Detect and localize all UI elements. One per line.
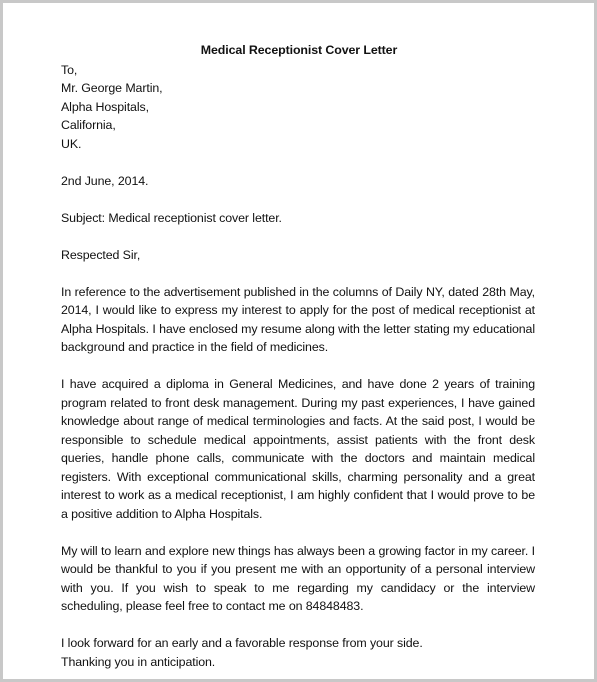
- address-line: Mr. George Martin,: [61, 81, 163, 95]
- closing-line: I look forward for an early and a favorable response from your side.: [61, 636, 423, 650]
- body-paragraph: In reference to the advertisement published in the columns of Daily NY, dated 28th May, 2014, I would like to express my interest to apply for the post of medical receptionist at Alpha Hospitals. I have enclosed my resume along with the letter stating my educational background and practice in the field of medicines.: [61, 284, 535, 354]
- salutation: Respected Sir,: [61, 247, 141, 262]
- address-line: To,: [61, 62, 78, 77]
- spacer: [61, 357, 535, 376]
- spacer: [61, 153, 535, 172]
- spacer: [61, 616, 535, 635]
- body-paragraph: I have acquired a diploma in General Medicines, and have done 2 years of training program related to front desk management. During my past experiences, I have gained knowledge about range of medical terminologies and facts. At the said post, I would be responsible to schedule medical appointments, assist patients with the front desk queries, handle phone calls, communicate with the doctors and maintain medical registers. With exceptional communicational skills, charming personality and a great interest to work as a medical receptionist, I am highly confident that I would prove to be a positive addition to Alpha Hospitals.: [61, 377, 535, 521]
- letter-date: 2nd June, 2014.: [61, 173, 149, 188]
- spacer: [61, 227, 535, 246]
- spacer: [61, 264, 535, 283]
- address-line: Alpha Hospitals,: [61, 99, 149, 114]
- address-line: California,: [61, 118, 116, 132]
- document-title: Medical Receptionist Cover Letter: [200, 43, 398, 57]
- address-line: UK.: [61, 136, 82, 151]
- spacer: [61, 523, 535, 542]
- closing-line: Thanking you in anticipation.: [61, 654, 216, 669]
- body-paragraph: My will to learn and explore new things has always been a growing factor in my career. I would be thankful to you if you present me with an opportunity of a personal interview with you. If you wish to speak to me regarding my candidacy or the interview scheduling, please feel free to contact me on 84848483.: [61, 543, 535, 613]
- letter-page: [61, 41, 535, 671]
- letter-subject: Subject: Medical receptionist cover letter.: [61, 210, 282, 225]
- spacer: [61, 190, 535, 209]
